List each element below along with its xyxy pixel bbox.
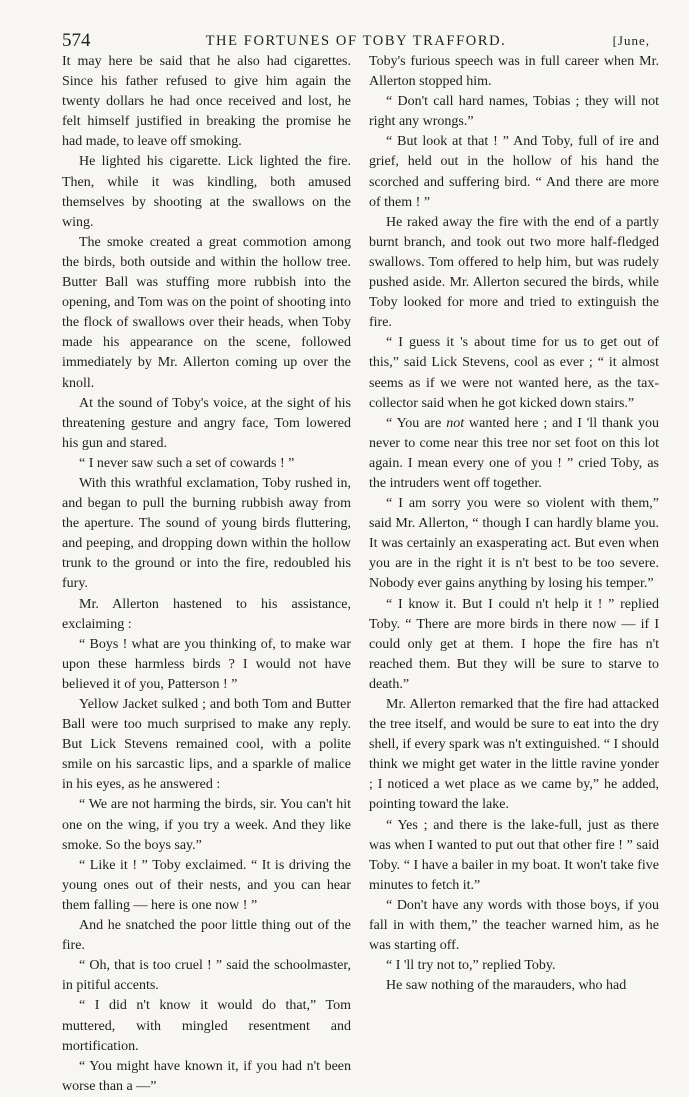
- paragraph: [369, 414, 659, 494]
- paragraph: “ We are not harming the birds, sir. You can't hit one on the wing, if you try a week. And they like smoke. So the boys say.”: [62, 797, 351, 853]
- paragraph: “ Oh, that is too cruel ! ” said the schoolmaster, in pitiful accents.: [62, 958, 351, 994]
- paragraph: “ Don't have any words with those boys, if you fall in with them,” the teacher warned him, as he was starting off.: [369, 897, 659, 954]
- paragraph: Mr. Allerton remarked that the fire had attacked the tree itself, and would be sure to eat into the dry shell, if every spark was n't extinguished. “ I should think we might get water in the little ravine yonder ; I noticed a wet place as we came by,” he added, pointing toward the lake.: [369, 697, 659, 813]
- paragraph: “ Don't call hard names, Tobias ; they will not right any wrongs.”: [369, 94, 659, 130]
- paragraph: “ You might have known it, if you had n't been worse than a —”: [62, 1058, 351, 1094]
- issue-date: [June,: [612, 33, 650, 48]
- italic-word: not: [446, 415, 465, 431]
- paragraph: “ Like it ! ” Toby exclaimed. “ It is driving the young ones out of their nests, and you can hear them falling — here is one now ! ”: [62, 857, 351, 913]
- page-number: 574: [62, 30, 91, 51]
- paragraph-part: wanted here ; and I 'll thank you never to come near this tree nor set foot on this lot again. I mean every one of you ! ” cried Toby, as the intruders went off together.: [369, 415, 659, 491]
- paragraph-part: “ You are: [386, 415, 447, 431]
- right-column: [369, 52, 659, 996]
- paragraph: He lighted his cigarette. Lick lighted the fire. Then, while it was kindling, both amused themselves by shooting at the swallows on the wing.: [62, 154, 351, 230]
- left-column: [62, 52, 351, 1097]
- paragraph: Yellow Jacket sulked ; and both Tom and Butter Ball were too much surprised to make any reply. But Lick Stevens remained cool, with a polite smile on his sarcastic lips, and a sparkle of malice in his eyes, as he answered :: [62, 697, 351, 793]
- paragraph: Mr. Allerton hastened to his assistance, exclaiming :: [62, 596, 351, 632]
- running-header: [62, 30, 650, 54]
- paragraph: He raked away the fire with the end of a partly burnt branch, and took out two more half-fledged swallows. Tom offered to help him, but was rudely pushed aside. Mr. Allerton secured the birds, while Toby looked for more and tried to extinguish the fire.: [369, 214, 659, 331]
- paragraph: “ I never saw such a set of cowards ! ”: [79, 455, 295, 471]
- paragraph: “ I know it. But I could n't help it ! ” replied Toby. “ There are more birds in there now — if I could only get at them. I hope the fire has n't reached them. But they will be sure to starve to death.”: [369, 596, 659, 692]
- paragraph: “ Yes ; and there is the lake-full, just as there was when I wanted to put out that other fire ! ” said Toby. “ I have a bailer in my boat. It won't take five minutes to fetch it.”: [369, 817, 659, 893]
- paragraph: “ But look at that ! ” And Toby, full of ire and grief, held out in the hollow of his hand the scorched and suffering bird. “ And there are more of them ! ”: [369, 134, 659, 210]
- paragraph: With this wrathful exclamation, Toby rushed in, and began to pull the burning rubbish away from the aperture. The sound of young birds fluttering, and peeping, and dropping down within the hollow trunk to the ground or into the fire, redoubled his fury.: [62, 475, 351, 592]
- paragraph: It may here be said that he also had cigarettes. Since his father refused to give him again the twenty dollars he had once received and lost, he felt himself justified in breaking the promise he had made, to leave off smoking.: [62, 54, 351, 150]
- paragraph: “ I did n't know it would do that,” Tom muttered, with mingled resentment and mortification.: [62, 998, 351, 1054]
- paragraph: Toby's furious speech was in full career when Mr. Allerton stopped him.: [369, 54, 659, 90]
- paragraph: “ Boys ! what are you thinking of, to make war upon these harmless birds ? I would not have believed it of you, Patterson ! ”: [62, 636, 351, 692]
- paragraph: He saw nothing of the marauders, who had: [386, 978, 627, 994]
- paragraph: “ I am sorry you were so violent with them,” said Mr. Allerton, “ though I can hardly blame you. It was certainly an exasperating act. But even when you are in the right it is n't best to be too severe. Nobody ever gains anything by losing his temper.”: [369, 496, 659, 592]
- running-title: THE FORTUNES OF TOBY TRAFFORD.: [205, 33, 507, 49]
- paragraph: The smoke created a great commotion among the birds, both outside and within the hollow tree. Butter Ball was stuffing more rubbish into the opening, and Tom was on the point of shooting into the flock of swallows over their heads, when Toby made his appearance on the scene, followed immediately by Mr. Allerton coming up over the knoll.: [62, 234, 351, 391]
- paragraph: “ I guess it 's about time for us to get out of this,” said Lick Stevens, cool as ever ; “ it almost seems as if we were not wanted here, as the tax-collector said when he got kicked down stairs.”: [369, 335, 659, 411]
- paragraph: And he snatched the poor little thing out of the fire.: [62, 918, 351, 954]
- paragraph: “ I 'll try not to,” replied Toby.: [386, 958, 556, 974]
- paragraph: At the sound of Toby's voice, at the sight of his threatening gesture and angry face, Tom lowered his gun and stared.: [62, 395, 351, 451]
